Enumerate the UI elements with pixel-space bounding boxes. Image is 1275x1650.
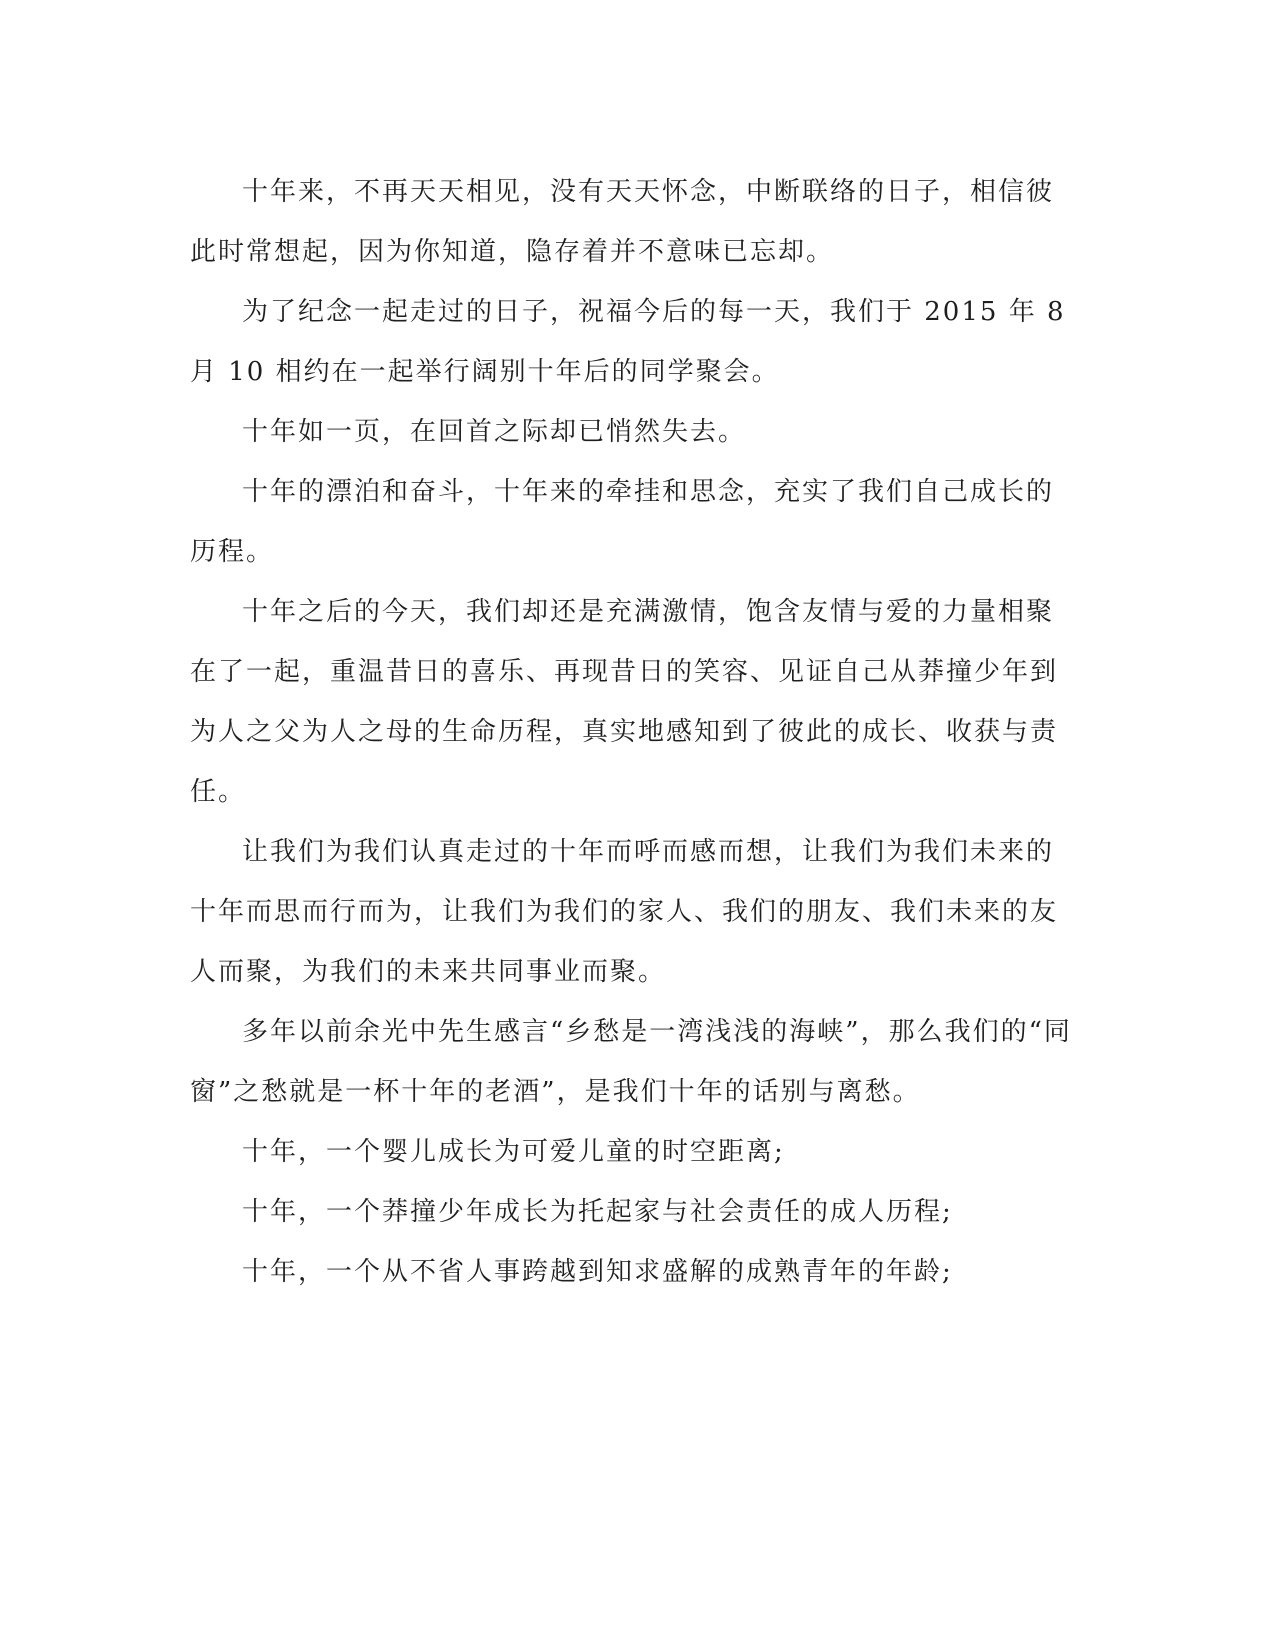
paragraph: 十年的漂泊和奋斗，十年来的牵挂和思念，充实了我们自己成长的历程。 [190, 477, 1055, 567]
paragraph: 让我们为我们认真走过的十年而呼而感而想，让我们为我们未来的十年而思而行而为，让我们为我们的家人、我们的朋友、我们未来的友人而聚，为我们的未来共同事业而聚。 [190, 837, 1059, 987]
document-body [190, 162, 1080, 1302]
paragraph: 十年之后的今天，我们却还是充满激情，饱含友情与爱的力量相聚在了一起，重温昔日的喜乐、再现昔日的笑容、见证自己从莽撞少年到为人之父为人之母的生命历程，真实地感知到了彼此的成长、收获与责任。 [190, 597, 1059, 807]
paragraph: 十年，一个从不省人事跨越到知求盛解的成熟青年的年龄; [242, 1257, 953, 1287]
paragraph: 十年来，不再天天相见，没有天天怀念，中断联络的日子，相信彼此时常想起，因为你知道，隐存着并不意味已忘却。 [190, 177, 1055, 267]
paragraph: 十年，一个莽撞少年成长为托起家与社会责任的成人历程; [242, 1197, 953, 1227]
paragraph: 多年以前余光中先生感言“乡愁是一湾浅浅的海峡”，那么我们的“同窗”之愁就是一杯十年的老酒”，是我们十年的话别与离愁。 [190, 1017, 1072, 1107]
paragraph: 十年，一个婴儿成长为可爱儿童的时空距离; [242, 1137, 785, 1167]
paragraph: 十年如一页，在回首之际却已悄然失去。 [242, 417, 747, 447]
paragraph: 为了纪念一起走过的日子，祝福今后的每一天，我们于 2015 年 8 月 10 相约在一起举行阔别十年后的同学聚会。 [190, 297, 1066, 387]
